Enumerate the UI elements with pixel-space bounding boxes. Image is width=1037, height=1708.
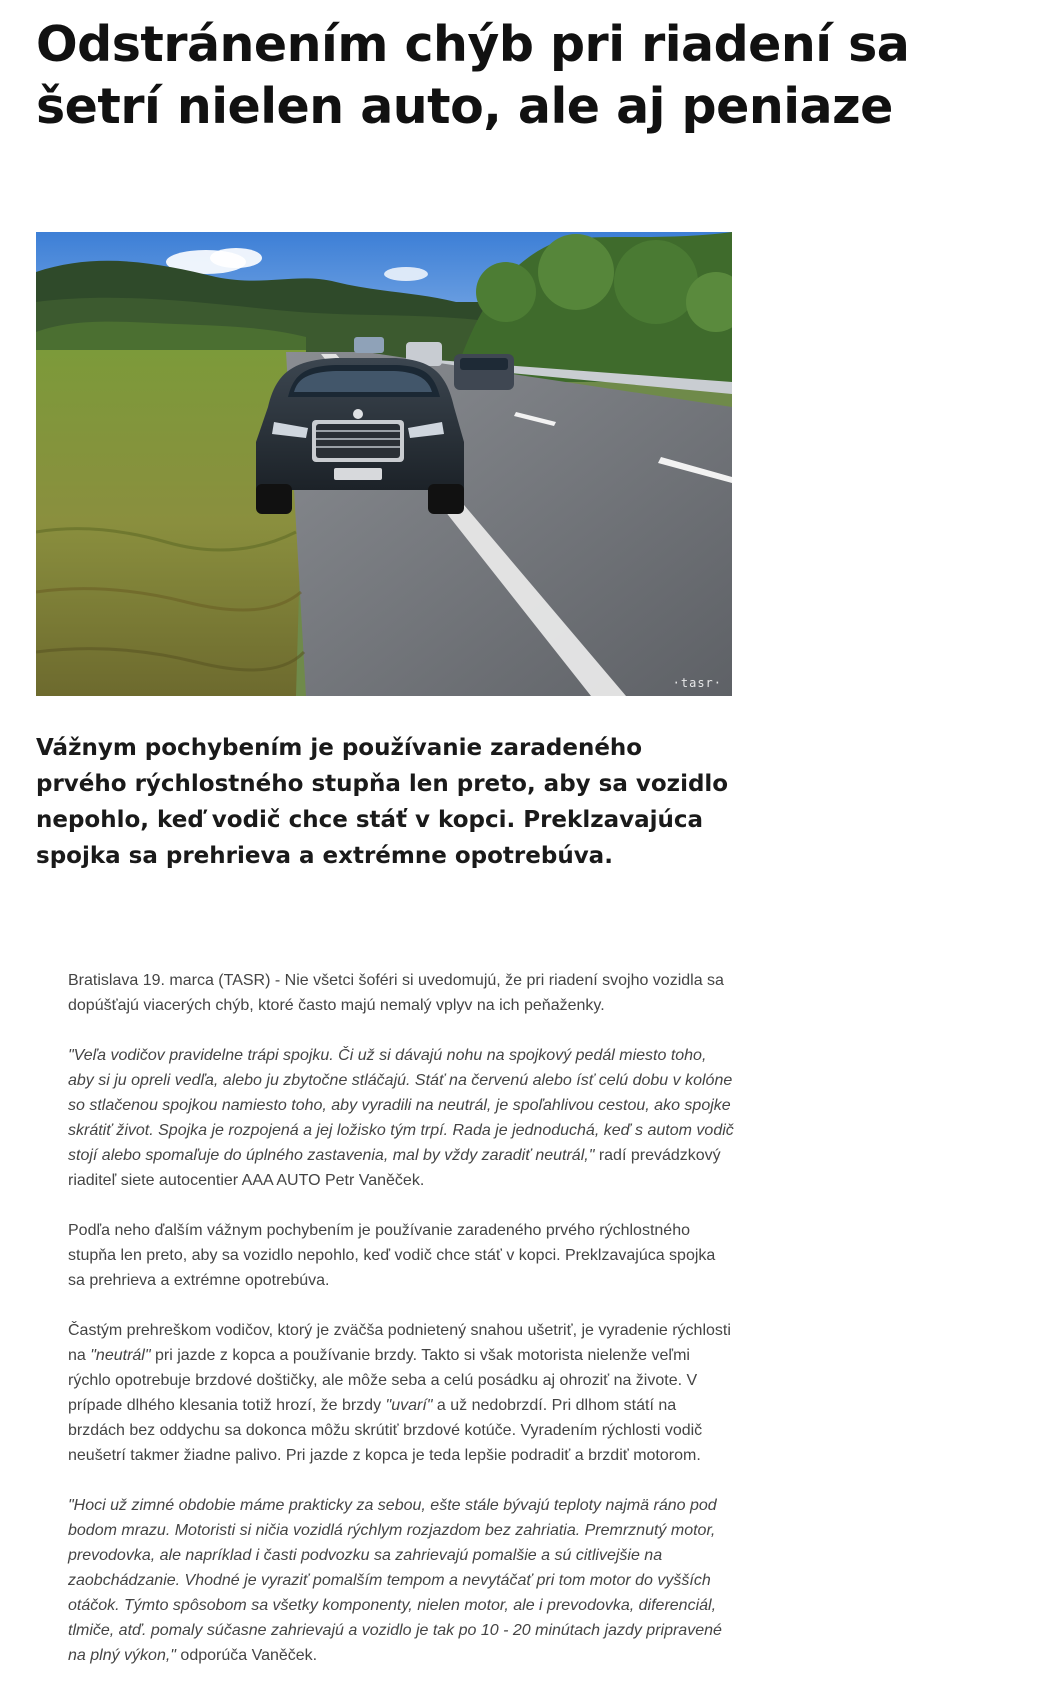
article-photo (36, 232, 732, 696)
quote-text: "Veľa vodičov pravidelne trápi spojku. Či už si dávajú nohu na spojkový pedál miesto toho, aby si ju opreli vedľa, alebo ju zbytočne stláčajú. Stáť na červenú alebo ísť celú dobu v kolóne so stlačenou spojkou namiesto toho, aby vyradili na neutrál, je spoľahlivou cestou, ako spojke skrátiť život. Spojka je rozpojená a jej ložisko tým trpí. Rada je jednoduchá, keď s autom vodič stojí alebo spomaľuje do úplného zastavenia, mal by vždy zaradiť neutrál," (68, 1047, 734, 1164)
paragraph-quote-clutch (68, 1043, 736, 1193)
quote-attribution: radí prevádzkový riaditeľ siete autocentier AAA AUTO Petr Vaněček. (68, 1147, 721, 1189)
article-perex: Vážnym pochybením je používanie zaradeného prvého rýchlostného stupňa len preto, aby sa vozidlo nepohlo, keď vodič chce stáť v kopci. Preklzavajúca spojka sa prehrieva a extrémne opotrebúva. (36, 735, 729, 869)
article-body (68, 968, 736, 1693)
quote-attribution: odporúča Vaněček. (175, 1647, 318, 1664)
paragraph-intro: Bratislava 19. marca (TASR) - Nie všetci šoféri si uvedomujú, že pri riadení svojho vozidla sa dopúšťajú viacerých chýb, ktoré často majú nemalý vplyv na ich peňaženky. (68, 972, 724, 1014)
text-segment: pri jazde z kopca a používanie brzdy. Takto si však motorista nielenže veľmi rýchlo opotrebuje brzdové doštičky, ale môže seba a celú posádku aj ohroziť na živote. V prípade dlhého klesania totiž hrozí, že brzdy (68, 1347, 698, 1414)
emphasis-neutral: "neutrál" (90, 1347, 151, 1364)
article (36, 0, 1016, 1664)
paragraph-neutral-downhill (68, 1318, 736, 1468)
quote-text: "Hoci už zimné obdobie máme prakticky za sebou, ešte stále bývajú teploty najmä ráno pod bodom mrazu. Motoristi si ničia vozidlá rýchlym rozjazdom bez zahriatia. Premrznutý motor, prevodovka, ale napríklad i časti podvozku sa zahrievajú pomalšie a sú citlivejšie na zaobchádzanie. Vhodné je vyraziť pomalším tempom a nevytáčať pri tom motor do vyšších otáčok. Týmto spôsobom sa všetky komponenty, nielen motor, ale i prevodovka, diferenciál, tlmiče, atď. pomaly súčasne zahrievajú a vozidlo je tak po 10 - 20 minútach jazdy pripravené na plný výkon," (68, 1497, 722, 1664)
text-segment: Častým prehreškom vodičov, ktorý je zväčša podnietený snahou ušetriť, je vyradenie rýchlosti na (68, 1322, 731, 1364)
paragraph-first-gear: Podľa neho ďalším vážnym pochybením je používanie zaradeného prvého rýchlostného stupňa len preto, aby sa vozidlo nepohlo, keď vodič chce stáť v kopci. Preklzavajúca spojka sa prehrieva a extrémne opotrebúva. (68, 1222, 716, 1289)
text-segment: a už nedobrzdí. Pri dlhom státí na brzdách bez oddychu sa dokonca môžu skrútiť brzdové kotúče. Vyradením rýchlosti vodič neušetrí takmer žiadne palivo. Pri jazde z kopca je teda lepšie podradiť a brzdiť motorom. (68, 1397, 703, 1464)
road-car-illustration (36, 232, 732, 696)
photo-watermark: ·tasr· (672, 676, 722, 690)
article-title: Odstránením chýb pri riadení sa šetrí nielen auto, ale aj peniaze (36, 16, 910, 135)
paragraph-quote-winter (68, 1493, 736, 1668)
emphasis-boil: "uvarí" (385, 1397, 433, 1414)
